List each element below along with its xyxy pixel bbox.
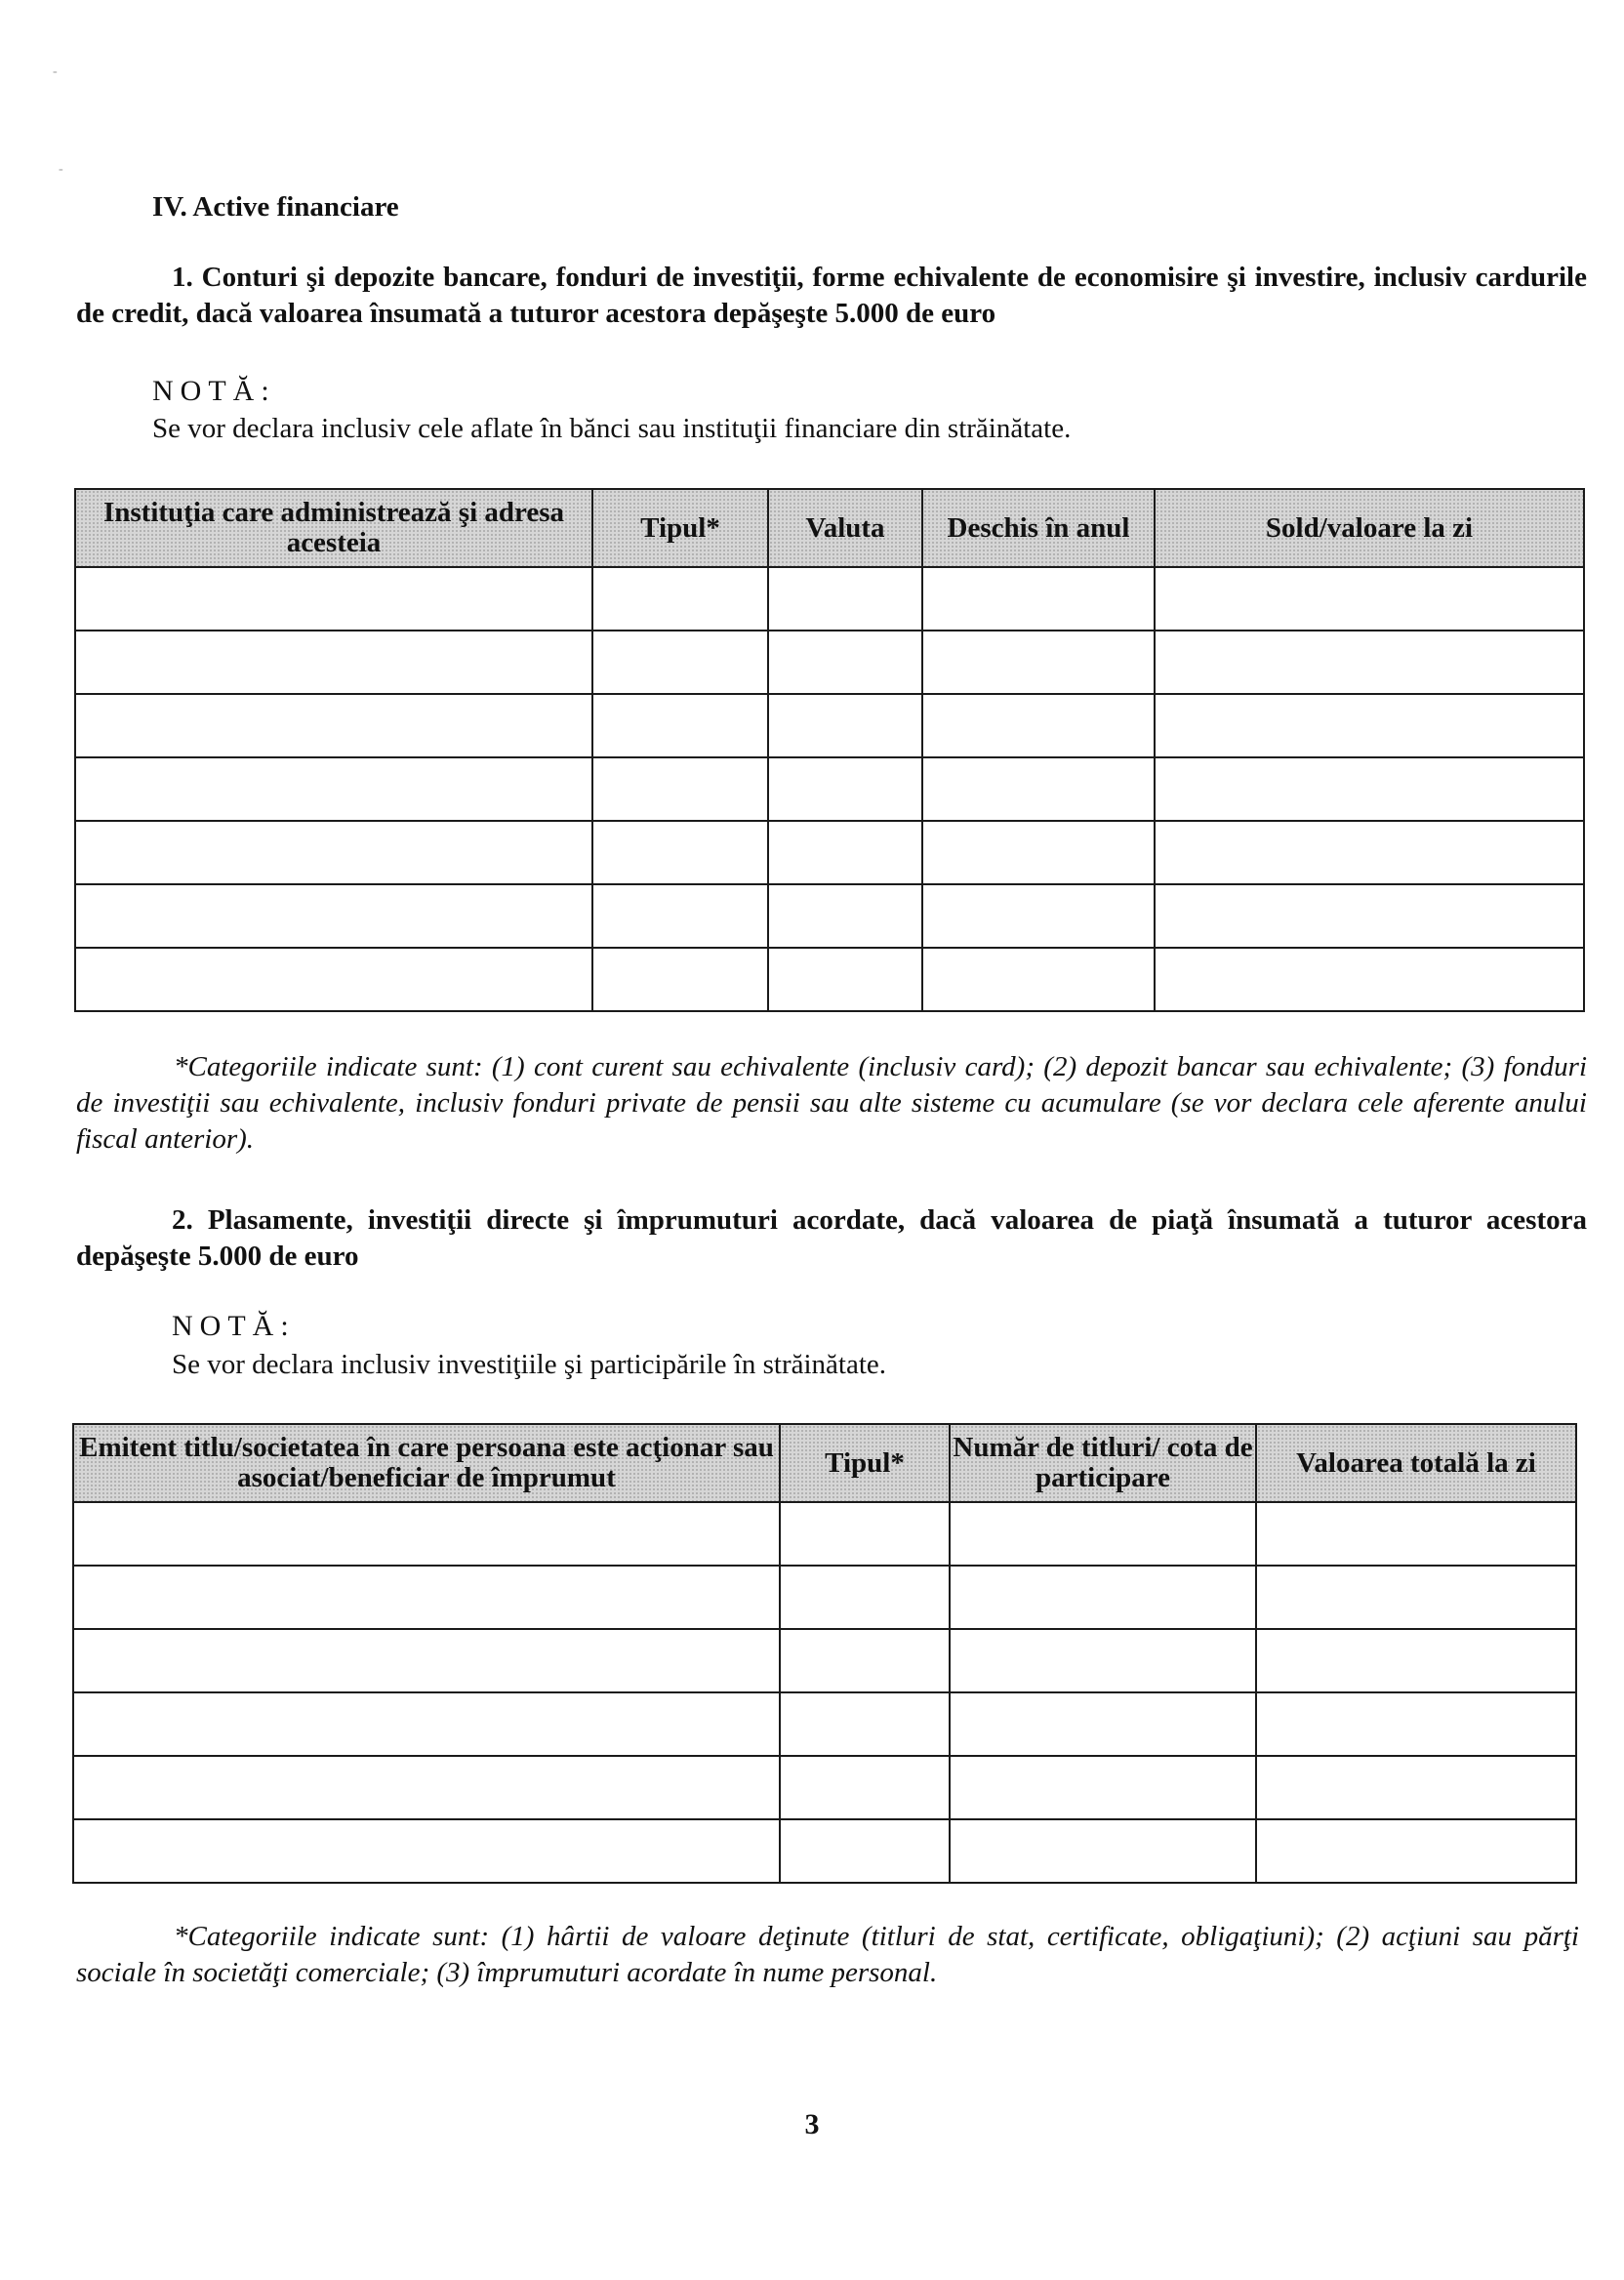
bank-accounts-table <box>74 488 1585 1012</box>
table-cell[interactable] <box>768 567 922 631</box>
table-cell[interactable] <box>1155 694 1584 757</box>
table-cell[interactable] <box>768 757 922 821</box>
table-cell[interactable] <box>73 1629 780 1692</box>
table-cell[interactable] <box>1256 1756 1576 1819</box>
table-cell[interactable] <box>922 821 1155 884</box>
table-cell[interactable] <box>768 948 922 1011</box>
table-cell[interactable] <box>950 1629 1256 1692</box>
table-cell[interactable] <box>75 821 592 884</box>
table-cell[interactable] <box>592 757 768 821</box>
column-header-opened-year: Deschis în anul <box>922 489 1155 567</box>
scan-mark: - <box>53 64 58 79</box>
table-cell[interactable] <box>950 1502 1256 1566</box>
scan-mark: - <box>59 162 63 177</box>
column-header-issuer: Emitent titlu/societatea în care persoana este acţionar sau asociat/beneficiar de împrumut <box>73 1424 780 1502</box>
table-cell[interactable] <box>1256 1692 1576 1756</box>
table-cell[interactable] <box>950 1819 1256 1883</box>
table-row <box>75 821 1584 884</box>
section2-nota-text: Se vor declara inclusiv investiţiile şi participările în străinătate. <box>172 1349 887 1380</box>
table-cell[interactable] <box>73 1692 780 1756</box>
table-cell[interactable] <box>75 757 592 821</box>
table-cell[interactable] <box>768 821 922 884</box>
column-header-share-count: Număr de titluri/ cota de participare <box>950 1424 1256 1502</box>
table-row <box>75 757 1584 821</box>
table-cell[interactable] <box>950 1692 1256 1756</box>
table-cell[interactable] <box>1155 757 1584 821</box>
table-cell[interactable] <box>950 1756 1256 1819</box>
table-cell[interactable] <box>75 631 592 694</box>
column-header-institution: Instituţia care administrează şi adresa acesteia <box>75 489 592 567</box>
table-cell[interactable] <box>922 567 1155 631</box>
section1-heading: 1. Conturi şi depozite bancare, fonduri de investiţii, forme echivalente de economisire şi investire, inclusiv cardurile de credit, dacă valoarea însumată a tuturor acestora depăşeşte 5.000 de euro <box>76 262 1587 329</box>
table-cell[interactable] <box>592 884 768 948</box>
table-cell[interactable] <box>592 694 768 757</box>
table-cell[interactable] <box>780 1566 950 1629</box>
table-row <box>73 1502 1576 1566</box>
table-cell[interactable] <box>73 1819 780 1883</box>
page-number: 3 <box>804 2108 820 2140</box>
table-cell[interactable] <box>1256 1502 1576 1566</box>
table-row <box>73 1819 1576 1883</box>
table-cell[interactable] <box>1155 948 1584 1011</box>
table-row <box>75 631 1584 694</box>
table-cell[interactable] <box>75 567 592 631</box>
table-cell[interactable] <box>73 1566 780 1629</box>
section2-footnote: *Categoriile indicate sunt: (1) hârtii de valoare deţinute (titluri de stat, certificate, obligaţiuni); (2) acţiuni sau părţi sociale în societăţi comerciale; (3) împrumuturi acordate în nume personal. <box>76 1921 1579 1988</box>
table-cell[interactable] <box>592 821 768 884</box>
section2-nota-label: NOTĂ: <box>172 1310 296 1342</box>
table-cell[interactable] <box>1155 631 1584 694</box>
table-cell[interactable] <box>780 1629 950 1692</box>
table-cell[interactable] <box>922 948 1155 1011</box>
table-cell[interactable] <box>1155 821 1584 884</box>
table-cell[interactable] <box>922 757 1155 821</box>
column-header-currency: Valuta <box>768 489 922 567</box>
table-cell[interactable] <box>1256 1819 1576 1883</box>
table-cell[interactable] <box>75 948 592 1011</box>
table-header-row <box>73 1424 1576 1502</box>
table-row <box>73 1692 1576 1756</box>
table-cell[interactable] <box>1155 567 1584 631</box>
investments-table-body <box>73 1502 1576 1883</box>
table-cell[interactable] <box>73 1502 780 1566</box>
table-cell[interactable] <box>75 884 592 948</box>
table-cell[interactable] <box>780 1819 950 1883</box>
column-header-type: Tipul* <box>780 1424 950 1502</box>
table-cell[interactable] <box>1256 1566 1576 1629</box>
table-cell[interactable] <box>1155 884 1584 948</box>
table-cell[interactable] <box>922 631 1155 694</box>
bank-accounts-table-body <box>75 567 1584 1011</box>
column-header-type: Tipul* <box>592 489 768 567</box>
section-title: IV. Active financiare <box>152 191 399 223</box>
table-cell[interactable] <box>780 1502 950 1566</box>
table-cell[interactable] <box>922 884 1155 948</box>
table-row <box>73 1566 1576 1629</box>
table-header-row <box>75 489 1584 567</box>
table-row <box>73 1756 1576 1819</box>
table-cell[interactable] <box>592 631 768 694</box>
column-header-total-value: Valoarea totală la zi <box>1256 1424 1576 1502</box>
section1-nota-label: NOTĂ: <box>152 375 276 407</box>
table-cell[interactable] <box>75 694 592 757</box>
section1-footnote: *Categoriile indicate sunt: (1) cont curent sau echivalente (inclusiv card); (2) depozit bancar sau echivalente; (3) fonduri de investiţii sau echivalente, inclusiv fonduri private de pensii sau alte sisteme cu acumulare (se vor declara cele aferente anului fiscal anterior). <box>76 1051 1587 1155</box>
table-cell[interactable] <box>950 1566 1256 1629</box>
table-row <box>75 948 1584 1011</box>
table-row <box>73 1629 1576 1692</box>
section1-nota-text: Se vor declara inclusiv cele aflate în bănci sau instituţii financiare din străinătate. <box>152 413 1072 444</box>
table-cell[interactable] <box>768 631 922 694</box>
section2-heading: 2. Plasamente, investiţii directe şi împrumuturi acordate, dacă valoarea de piaţă însumată a tuturor acestora depăşeşte 5.000 de euro <box>76 1204 1587 1272</box>
table-cell[interactable] <box>768 884 922 948</box>
table-cell[interactable] <box>780 1756 950 1819</box>
table-cell[interactable] <box>592 567 768 631</box>
column-header-balance: Sold/valoare la zi <box>1155 489 1584 567</box>
table-row <box>75 884 1584 948</box>
table-cell[interactable] <box>73 1756 780 1819</box>
table-cell[interactable] <box>1256 1629 1576 1692</box>
investments-table <box>72 1423 1577 1884</box>
table-row <box>75 567 1584 631</box>
table-cell[interactable] <box>780 1692 950 1756</box>
table-cell[interactable] <box>922 694 1155 757</box>
table-cell[interactable] <box>592 948 768 1011</box>
table-cell[interactable] <box>768 694 922 757</box>
table-row <box>75 694 1584 757</box>
